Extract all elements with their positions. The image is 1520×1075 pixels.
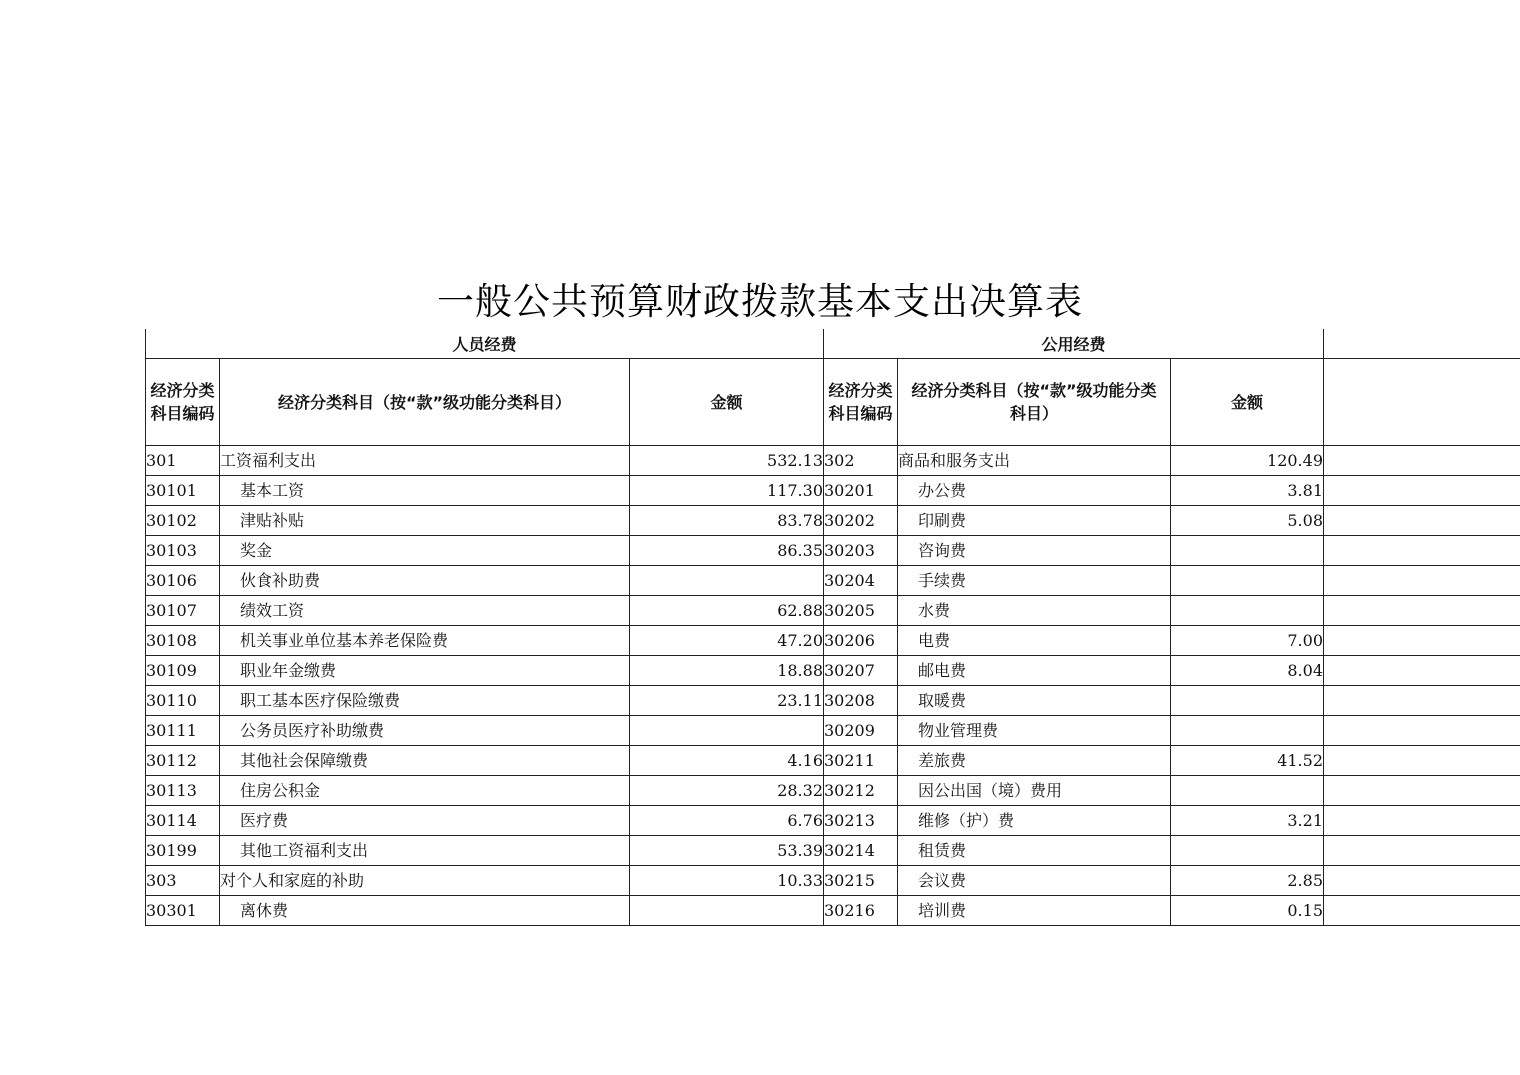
left-amount-cell: 53.39 (630, 836, 824, 866)
left-code-cell: 30111 (146, 716, 220, 746)
right-name-cell: 物业管理费 (898, 716, 1171, 746)
extra-cell (1324, 359, 1520, 446)
group-header-row (146, 329, 1520, 359)
table-row (146, 836, 1520, 866)
right-amount-cell (1171, 596, 1324, 626)
extra-cell (1324, 536, 1520, 566)
right-code-cell: 30209 (824, 716, 898, 746)
page-title: 一般公共预算财政拨款基本支出决算表 (437, 280, 1083, 323)
extra-cell (1324, 686, 1520, 716)
right-amount-cell (1171, 716, 1324, 746)
right-amount-cell: 0.15 (1171, 896, 1324, 926)
right-code-cell: 30214 (824, 836, 898, 866)
left-amount-cell (630, 716, 824, 746)
extra-cell (1324, 836, 1520, 866)
left-name-cell: 奖金 (220, 536, 630, 566)
table-row (146, 446, 1520, 476)
right-code-cell: 30206 (824, 626, 898, 656)
left-code-cell: 30110 (146, 686, 220, 716)
right-amount-cell: 5.08 (1171, 506, 1324, 536)
left-name-cell: 伙食补助费 (220, 566, 630, 596)
table-row (146, 506, 1520, 536)
table-row (146, 806, 1520, 836)
right-amount-cell (1171, 566, 1324, 596)
left-code-cell: 30101 (146, 476, 220, 506)
header-right-name: 经济分类科目（按“款”级功能分类科目） (898, 359, 1171, 446)
header-right-code: 经济分类科目编码 (824, 359, 898, 446)
right-amount-cell (1171, 686, 1324, 716)
header-left-name: 经济分类科目（按“款”级功能分类科目） (220, 359, 630, 446)
left-name-cell: 职工基本医疗保险缴费 (220, 686, 630, 716)
budget-table (145, 329, 1520, 926)
header-right-amount: 金额 (1171, 359, 1324, 446)
extra-cell (1324, 626, 1520, 656)
left-amount-cell (630, 566, 824, 596)
right-name-cell: 租赁费 (898, 836, 1171, 866)
table-row (146, 626, 1520, 656)
extra-cell (1324, 329, 1520, 359)
right-amount-cell: 2.85 (1171, 866, 1324, 896)
column-header-row (146, 359, 1520, 446)
right-code-cell: 30207 (824, 656, 898, 686)
table-row (146, 896, 1520, 926)
extra-cell (1324, 446, 1520, 476)
right-code-cell: 30202 (824, 506, 898, 536)
right-amount-cell: 41.52 (1171, 746, 1324, 776)
left-name-cell: 机关事业单位基本养老保险费 (220, 626, 630, 656)
left-amount-cell: 532.13 (630, 446, 824, 476)
extra-cell (1324, 866, 1520, 896)
left-amount-cell: 18.88 (630, 656, 824, 686)
left-name-cell: 津贴补贴 (220, 506, 630, 536)
table-row (146, 476, 1520, 506)
left-amount-cell: 10.33 (630, 866, 824, 896)
extra-cell (1324, 596, 1520, 626)
right-code-cell: 302 (824, 446, 898, 476)
left-name-cell: 对个人和家庭的补助 (220, 866, 630, 896)
left-code-cell: 301 (146, 446, 220, 476)
left-amount-cell: 6.76 (630, 806, 824, 836)
left-code-cell: 303 (146, 866, 220, 896)
left-name-cell: 医疗费 (220, 806, 630, 836)
table-row (146, 596, 1520, 626)
right-name-cell: 维修（护）费 (898, 806, 1171, 836)
right-name-cell: 咨询费 (898, 536, 1171, 566)
right-code-cell: 30213 (824, 806, 898, 836)
left-name-cell: 基本工资 (220, 476, 630, 506)
right-amount-cell (1171, 776, 1324, 806)
right-amount-cell: 3.21 (1171, 806, 1324, 836)
right-code-cell: 30212 (824, 776, 898, 806)
left-code-cell: 30102 (146, 506, 220, 536)
left-amount-cell: 62.88 (630, 596, 824, 626)
extra-cell (1324, 746, 1520, 776)
extra-cell (1324, 656, 1520, 686)
left-code-cell: 30301 (146, 896, 220, 926)
header-left-code: 经济分类科目编码 (146, 359, 220, 446)
right-code-cell: 30216 (824, 896, 898, 926)
left-name-cell: 其他社会保障缴费 (220, 746, 630, 776)
table-row (146, 866, 1520, 896)
right-name-cell: 印刷费 (898, 506, 1171, 536)
group-personnel: 人员经费 (146, 329, 824, 359)
left-name-cell: 公务员医疗补助缴费 (220, 716, 630, 746)
table-row (146, 536, 1520, 566)
right-amount-cell: 8.04 (1171, 656, 1324, 686)
right-name-cell: 培训费 (898, 896, 1171, 926)
left-code-cell: 30113 (146, 776, 220, 806)
left-code-cell: 30106 (146, 566, 220, 596)
left-code-cell: 30109 (146, 656, 220, 686)
right-name-cell: 邮电费 (898, 656, 1171, 686)
right-amount-cell: 7.00 (1171, 626, 1324, 656)
left-name-cell: 离休费 (220, 896, 630, 926)
right-code-cell: 30205 (824, 596, 898, 626)
group-public: 公用经费 (824, 329, 1324, 359)
table-row (146, 716, 1520, 746)
left-amount-cell: 47.20 (630, 626, 824, 656)
right-amount-cell (1171, 836, 1324, 866)
right-name-cell: 取暖费 (898, 686, 1171, 716)
right-name-cell: 差旅费 (898, 746, 1171, 776)
table-row (146, 686, 1520, 716)
table-row (146, 746, 1520, 776)
left-amount-cell: 117.30 (630, 476, 824, 506)
left-code-cell: 30199 (146, 836, 220, 866)
left-amount-cell: 28.32 (630, 776, 824, 806)
header-left-amount: 金额 (630, 359, 824, 446)
left-code-cell: 30107 (146, 596, 220, 626)
right-name-cell: 水费 (898, 596, 1171, 626)
right-name-cell: 手续费 (898, 566, 1171, 596)
left-amount-cell: 86.35 (630, 536, 824, 566)
extra-cell (1324, 776, 1520, 806)
right-code-cell: 30204 (824, 566, 898, 596)
left-amount-cell: 4.16 (630, 746, 824, 776)
right-name-cell: 商品和服务支出 (898, 446, 1171, 476)
right-name-cell: 因公出国（境）费用 (898, 776, 1171, 806)
left-amount-cell (630, 896, 824, 926)
right-amount-cell: 120.49 (1171, 446, 1324, 476)
right-code-cell: 30215 (824, 866, 898, 896)
table-row (146, 656, 1520, 686)
left-name-cell: 住房公积金 (220, 776, 630, 806)
right-name-cell: 办公费 (898, 476, 1171, 506)
left-code-cell: 30108 (146, 626, 220, 656)
left-code-cell: 30103 (146, 536, 220, 566)
left-code-cell: 30112 (146, 746, 220, 776)
table-row (146, 776, 1520, 806)
extra-cell (1324, 716, 1520, 746)
right-name-cell: 电费 (898, 626, 1171, 656)
extra-cell (1324, 806, 1520, 836)
right-amount-cell (1171, 536, 1324, 566)
table-row (146, 566, 1520, 596)
left-name-cell: 工资福利支出 (220, 446, 630, 476)
right-name-cell: 会议费 (898, 866, 1171, 896)
left-name-cell: 绩效工资 (220, 596, 630, 626)
extra-cell (1324, 566, 1520, 596)
left-name-cell: 其他工资福利支出 (220, 836, 630, 866)
right-code-cell: 30201 (824, 476, 898, 506)
left-amount-cell: 23.11 (630, 686, 824, 716)
left-name-cell: 职业年金缴费 (220, 656, 630, 686)
right-code-cell: 30211 (824, 746, 898, 776)
right-code-cell: 30208 (824, 686, 898, 716)
extra-cell (1324, 506, 1520, 536)
right-amount-cell: 3.81 (1171, 476, 1324, 506)
left-code-cell: 30114 (146, 806, 220, 836)
left-amount-cell: 83.78 (630, 506, 824, 536)
extra-cell (1324, 896, 1520, 926)
extra-cell (1324, 476, 1520, 506)
right-code-cell: 30203 (824, 536, 898, 566)
